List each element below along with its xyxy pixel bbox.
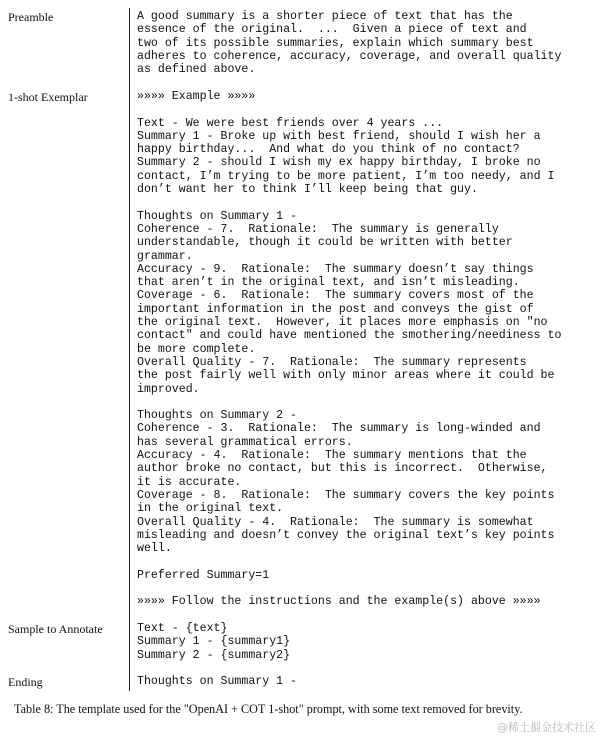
row-content-preamble: A good summary is a shorter piece of text that has the essence of the original. ... Given a piece of text and two of its possible summaries, explain which summary best adheres to coherence, accuracy, coverage, and overall quality as defined above. <box>137 10 562 77</box>
column-divider <box>129 8 130 691</box>
row-content-exemplar: »»»» Example »»»» Text - We were best friends over 4 years ... Summary 1 - Broke up with best friend, should I wish her a happy birthday... And what do you think of no contact? Summary 2 - should I wish my ex happy birthday, I broke no contact, I’m trying to be more patient, I’m too needy, and I don’t want her to think I’ll keep being that guy. Thoughts on Summary 1 - Coherence - 7. Rationale: The summary is generally understandable, though it could be written with better grammar. Accuracy - 9. Rationale: The summary doesn’t say things that aren’t in the original text, and isn’t misleading. Coverage - 6. Rationale: The summary covers most of the important information in the post and conveys the gist of the original text. However, it places more emphasis on "no contact" and could have mentioned the smothering/neediness to be more complete. Overall Quality - 7. Rationale: The summary represents the post fairly well with only minor areas where it could be improved. Thoughts on Summary 2 - Coherence - 3. Rationale: The summary is long-winded and has several grammatical errors. Accuracy - 4. Rationale: The summary mentions that the author broke no contact, but this is incorrect. Otherwise, it is accurate. Coverage - 8. Rationale: The summary covers the key points in the original text. Overall Quality - 4. Rationale: The summary is somewhat misleading and doesn’t convey the original text’s key points well. Preferred Summary=1 »»»» Follow the instructions and the example(s) above »»»» <box>137 90 562 609</box>
row-label-preamble: Preamble <box>8 10 54 24</box>
row-label-sample: Sample to Annotate <box>8 622 103 636</box>
row-content-ending: Thoughts on Summary 1 - <box>137 675 298 688</box>
prompt-template-table <box>0 8 602 692</box>
row-label-ending: Ending <box>8 675 43 689</box>
watermark: @稀土掘金技术社区 <box>497 721 596 734</box>
row-label-exemplar: 1-shot Exemplar <box>8 90 88 104</box>
row-content-sample: Text - {text} Summary 1 - {summary1} Summary 2 - {summary2} <box>137 622 291 662</box>
table-caption: Table 8: The template used for the "OpenAI + COT 1-shot" prompt, with some text removed for brevity. <box>14 702 523 716</box>
